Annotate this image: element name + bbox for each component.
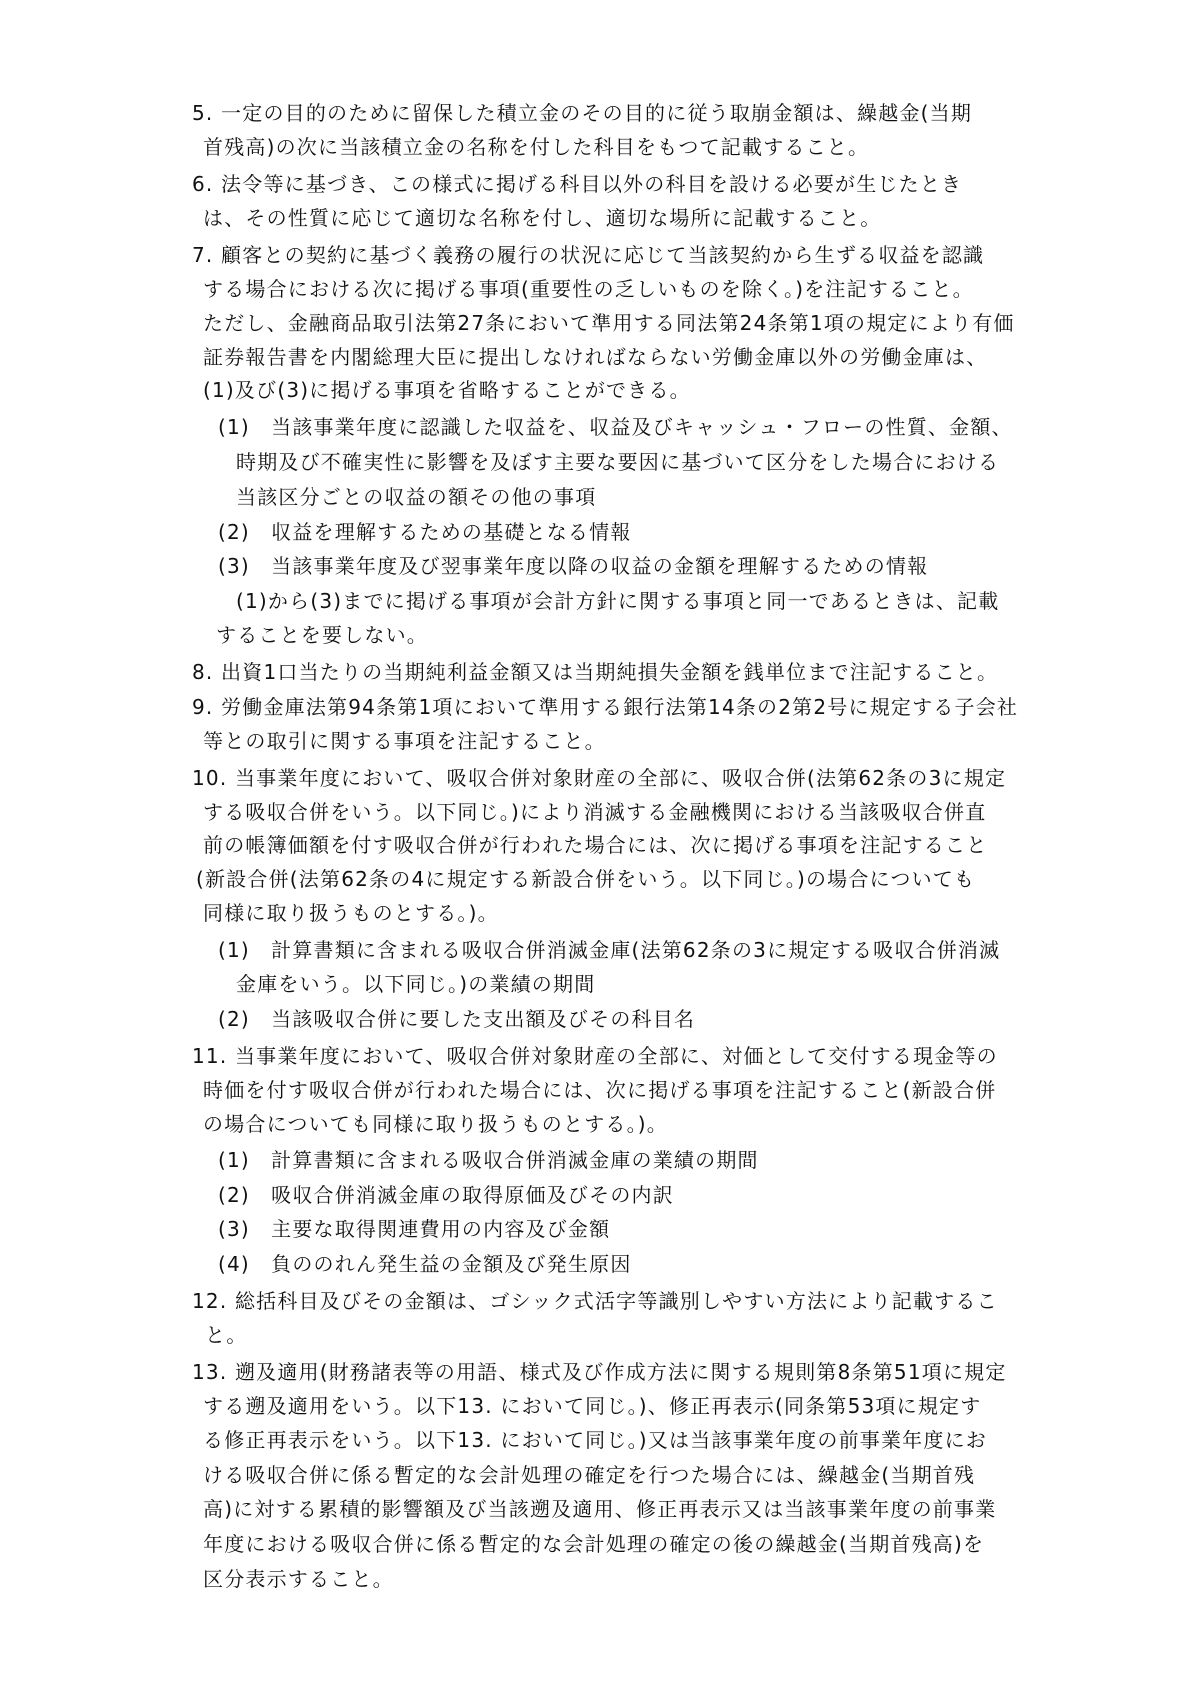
text-line: 8. 出資1口当たりの当期純利益金額又は当期純損失金額を銭単位まで注記すること。 bbox=[192, 660, 999, 684]
text-line: ける吸収合併に係る暫定的な会計処理の確定を行つた場合には、繰越金(当期首残 bbox=[203, 1463, 976, 1487]
text-line: 高)に対する累積的影響額及び当該遡及適用、修正再表示又は当該事業年度の前事業 bbox=[203, 1497, 997, 1521]
text-line: 9. 労働金庫法第94条第1項において準用する銀行法第14条の2第2号に規定する子会社 bbox=[192, 695, 1019, 719]
text-line: (2) 収益を理解するための基礎となる情報 bbox=[218, 520, 632, 544]
text-line: 首残高)の次に当該積立金の名称を付した科目をもつて記載すること。 bbox=[203, 135, 870, 159]
text-line: 当該区分ごとの収益の額その他の事項 bbox=[236, 485, 597, 509]
text-line: (1) 当該事業年度に認識した収益を、収益及びキャッシュ・フローの性質、金額、 bbox=[218, 415, 1013, 439]
text-line: (1)及び(3)に掲げる事項を省略することができる。 bbox=[203, 378, 691, 402]
text-line: (1)から(3)までに掲げる事項が会計方針に関する事項と同一であるときは、記載 bbox=[236, 589, 1000, 613]
text-line: (2) 当該吸収合併に要した支出額及びその科目名 bbox=[218, 1007, 696, 1031]
text-line: する遡及適用をいう。以下13. において同じ。)、修正再表示(同条第53項に規定す bbox=[203, 1394, 982, 1418]
text-line: (2) 吸収合併消滅金庫の取得原価及びその内訳 bbox=[218, 1183, 674, 1207]
text-line: 時価を付す吸収合併が行われた場合には、次に掲げる事項を注記すること(新設合併 bbox=[203, 1078, 997, 1102]
text-line: る修正再表示をいう。以下13. において同じ。)又は当該事業年度の前事業年度にお bbox=[203, 1428, 987, 1452]
text-line: (1) 計算書類に含まれる吸収合併消滅金庫(法第62条の3に規定する吸収合併消滅 bbox=[218, 938, 1001, 962]
text-line: 7. 顧客との契約に基づく義務の履行の状況に応じて当該契約から生ずる収益を認識 bbox=[192, 243, 985, 267]
text-line: 11. 当事業年度において、吸収合併対象財産の全部に、対価として交付する現金等の bbox=[192, 1044, 998, 1068]
text-line: ただし、金融商品取引法第27条において準用する同法第24条第1項の規定により有価 bbox=[203, 311, 1015, 335]
text-line: 前の帳簿価額を付す吸収合併が行われた場合には、次に掲げる事項を注記すること bbox=[203, 833, 988, 857]
text-line: 12. 総括科目及びその金額は、ゴシック式活字等識別しやすい方法により記載するこ bbox=[192, 1289, 998, 1313]
text-line: 時期及び不確実性に影響を及ぼす主要な要因に基づいて区分をした場合における bbox=[236, 450, 1000, 474]
text-line: 等との取引に関する事項を注記すること。 bbox=[203, 729, 606, 753]
text-line: 6. 法令等に基づき、この様式に掲げる科目以外の科目を設ける必要が生じたとき bbox=[192, 172, 963, 196]
text-line: (3) 当該事業年度及び翌事業年度以降の収益の金額を理解するための情報 bbox=[218, 554, 929, 578]
text-line: 証券報告書を内閣総理大臣に提出しなければならない労働金庫以外の労働金庫は、 bbox=[203, 345, 988, 369]
text-line: することを要しない。 bbox=[216, 623, 428, 647]
text-line: (3) 主要な取得関連費用の内容及び金額 bbox=[218, 1217, 611, 1241]
text-line: と。 bbox=[205, 1323, 248, 1347]
text-line: 同様に取り扱うものとする。)。 bbox=[203, 901, 499, 925]
text-line: する場合における次に掲げる事項(重要性の乏しいものを除く。)を注記すること。 bbox=[203, 277, 974, 301]
text-line: は、その性質に応じて適切な名称を付し、適切な場所に記載すること。 bbox=[203, 206, 882, 230]
text-line: 10. 当事業年度において、吸収合併対象財産の全部に、吸収合併(法第62条の3に規定 bbox=[192, 766, 1007, 790]
text-line: 区分表示すること。 bbox=[203, 1567, 394, 1591]
text-line: 13. 遡及適用(財務諸表等の用語、様式及び作成方法に関する規則第8条第51項に規定 bbox=[192, 1360, 1007, 1384]
text-line: の場合についても同様に取り扱うものとする。)。 bbox=[203, 1112, 669, 1136]
text-line: 5. 一定の目的のために留保した積立金のその目的に従う取崩金額は、繰越金(当期 bbox=[192, 101, 973, 125]
text-line: (4) 負ののれん発生益の金額及び発生原因 bbox=[218, 1252, 632, 1276]
text-line: (新設合併(法第62条の4に規定する新設合併をいう。以下同じ。)の場合についても bbox=[196, 867, 976, 891]
text-line: (1) 計算書類に含まれる吸収合併消滅金庫の業績の期間 bbox=[218, 1148, 759, 1172]
text-line: する吸収合併をいう。以下同じ。)により消滅する金融機関における当該吸収合併直 bbox=[203, 800, 987, 824]
text-line: 年度における吸収合併に係る暫定的な会計処理の確定の後の繰越金(当期首残高)を bbox=[203, 1532, 985, 1556]
text-line: 金庫をいう。以下同じ。)の業績の期間 bbox=[236, 972, 596, 996]
